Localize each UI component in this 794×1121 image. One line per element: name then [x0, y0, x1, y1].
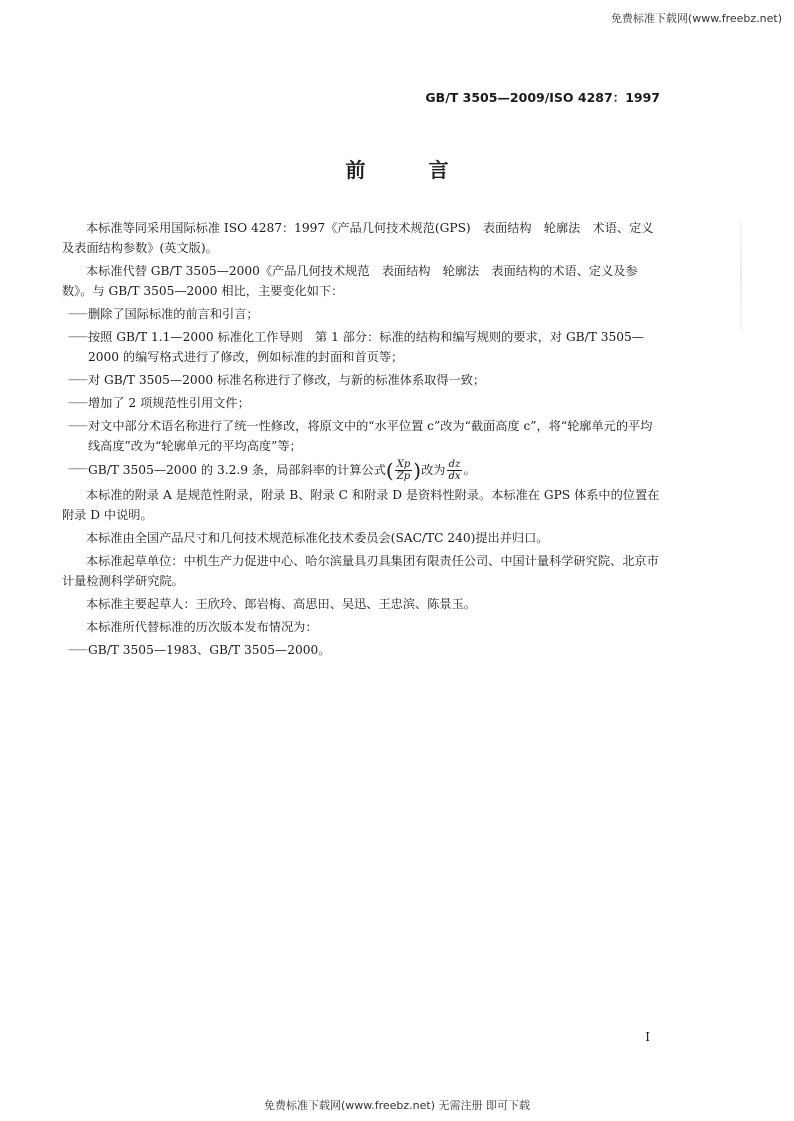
scan-edge-mark [740, 220, 742, 330]
list-item [62, 370, 662, 390]
list-item-text [88, 459, 662, 482]
left-paren: ( [385, 458, 394, 483]
formula-middle: 改为 [421, 463, 446, 477]
dash-marker: —— [68, 396, 86, 409]
foreword-body [62, 218, 662, 663]
list-item [62, 416, 662, 456]
list-item-text: 删除了国际标准的前言和引言； [88, 307, 259, 321]
dash-marker: —— [68, 643, 86, 656]
list-item-text: 按照 GB/T 1.1—2000 标准化工作导则 第 1 部分：标准的结构和编写规则的要求，对 GB/T 3505—2000 的编写格式进行了修改，例如标准的封面和首页等； [88, 330, 644, 364]
list-item-formula [62, 459, 662, 482]
paragraph: 本标准起草单位：中机生产力促进中心、哈尔滨量具刃具集团有限责任公司、中国计量科学研究院、北京市计量检测科学研究院。 [62, 554, 659, 588]
page-title: 前 言 [345, 158, 477, 182]
list-item-text: 对 GB/T 3505—2000 标准名称进行了修改，与新的标准体系取得一致； [88, 373, 486, 387]
fraction-numerator: dz [448, 459, 461, 470]
dash-marker: —— [68, 373, 86, 386]
fraction-numerator: Xp [396, 459, 411, 470]
list-item [62, 393, 662, 413]
dash-marker: —— [68, 330, 86, 343]
fraction-new [446, 459, 462, 482]
dash-marker: —— [68, 307, 86, 320]
dash-marker: —— [68, 419, 86, 432]
list-item-text: 对文中部分术语名称进行了统一性修改，将原文中的“水平位置 c”改为“截面高度 c”，将“轮廓单元的平均线高度”改为“轮廓单元的平均高度”等； [88, 419, 653, 453]
list-item [62, 327, 662, 367]
right-paren: ) [413, 458, 422, 483]
fraction-denominator: Zp [396, 471, 411, 482]
paragraph: 本标准代替 GB/T 3505—2000《产品几何技术规范 表面结构 轮廓法 表面结构的术语、定义及参数》。与 GB/T 3505—2000 相比，主要变化如下： [62, 264, 638, 298]
paragraph: 本标准主要起草人：王欣玲、郎岩梅、高思田、吴迅、王忠滨、陈景玉。 [86, 597, 476, 611]
paragraph: 本标准等同采用国际标准 ISO 4287：1997《产品几何技术规范(GPS) 表面结构 轮廓法 术语、定义及表面结构参数》(英文版)。 [62, 221, 654, 255]
watermark-bottom: 免费标准下载网(www.freebz.net) 无需注册 即可下载 [263, 1099, 531, 1112]
standard-number: GB/T 3505—2009/ISO 4287：1997 [425, 90, 660, 105]
paragraph: 本标准的附录 A 是规范性附录，附录 B、附录 C 和附录 D 是资料性附录。本标准在 GPS 体系中的位置在附录 D 中说明。 [62, 488, 660, 522]
page-number: I [645, 1030, 650, 1044]
paragraph: 本标准所代替标准的历次版本发布情况为： [86, 620, 318, 634]
fraction-denominator: dx [448, 471, 461, 482]
list-item [62, 640, 662, 660]
fraction-old [395, 459, 413, 482]
list-item-text: GB/T 3505—1983、GB/T 3505—2000。 [88, 643, 331, 657]
list-item [62, 304, 662, 324]
list-item-text: 增加了 2 项规范性引用文件； [88, 396, 250, 410]
formula-suffix: 。 [463, 463, 476, 477]
formula-prefix: GB/T 3505—2000 的 3.2.9 条，局部斜率的计算公式 [88, 463, 386, 477]
watermark-top: 免费标准下载网(www.freebz.net) [610, 12, 782, 25]
paragraph: 本标准由全国产品尺寸和几何技术规范标准化技术委员会(SAC/TC 240)提出并归口。 [86, 531, 549, 545]
dash-marker: —— [68, 462, 86, 475]
